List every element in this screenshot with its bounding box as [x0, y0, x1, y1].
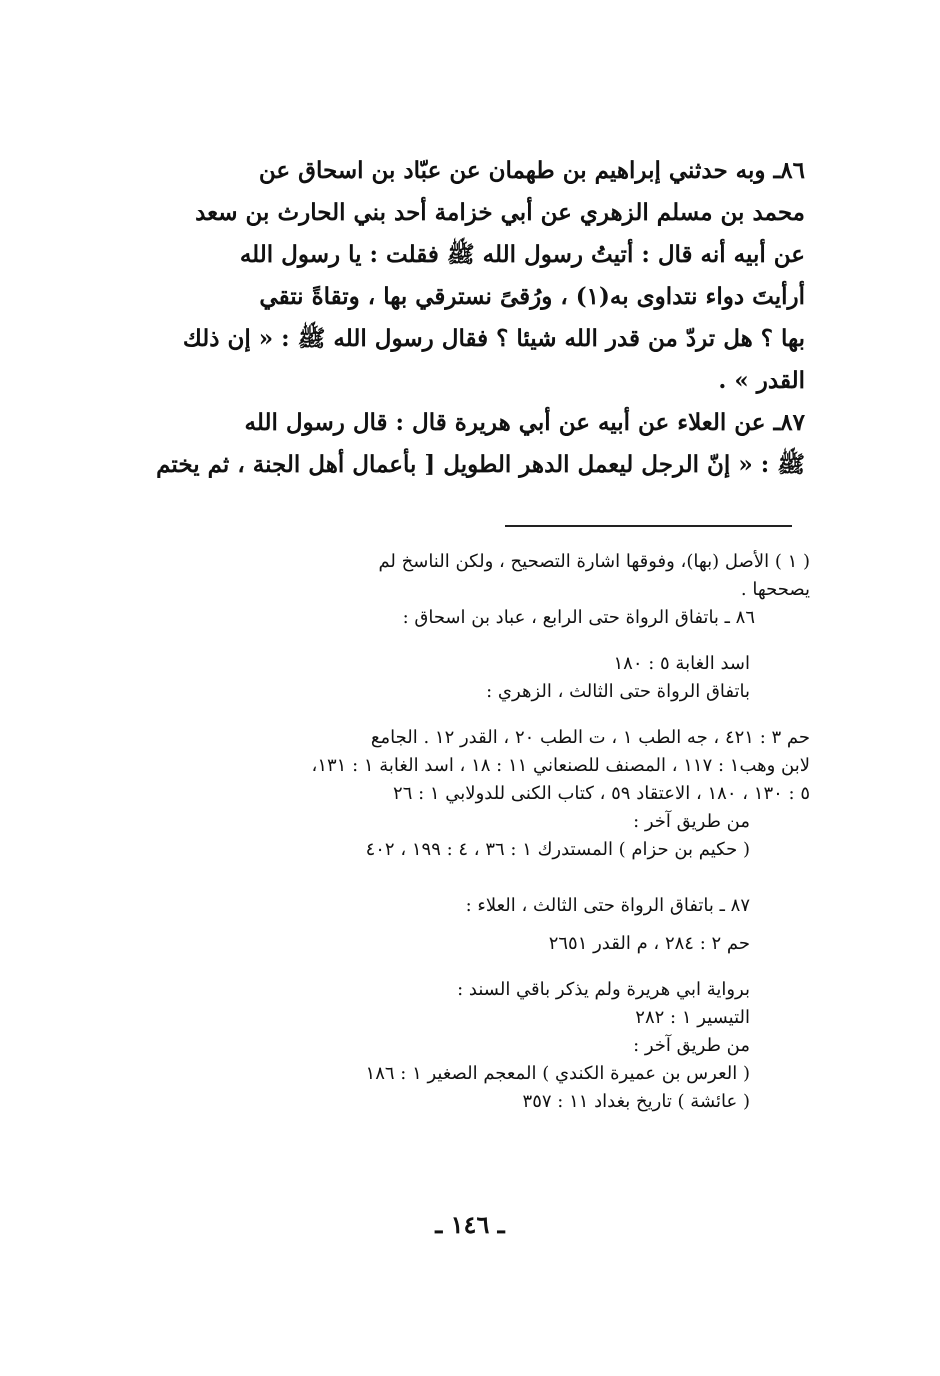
- hadith-line: عن أبيه أنه قال : أتيتُ رسول الله ﷺ فقلت : يا رسول الله: [239, 241, 805, 268]
- footnote-line: من طريق آخر :: [633, 811, 750, 832]
- footnote-line: التيسير ١ : ٢٨٢: [635, 1007, 750, 1028]
- footnote-line: برواية ابي هريرة ولم يذكر باقي السند :: [457, 979, 750, 1000]
- hadith-text-block: [155, 150, 805, 486]
- hadith-line: محمد بن مسلم الزهري عن أبي خزامة أحد بني الحارث بن سعد: [195, 199, 805, 226]
- footnote-line: اسد الغابة ٥ : ١٨٠: [613, 653, 750, 674]
- footnote-line: ( العرس بن عميرة الكندي ) المعجم الصغير ١ : ١٨٦: [365, 1063, 750, 1084]
- footnote-line: ٥ : ١٣٠ ، ١٨٠ ، الاعتقاد ٥٩ ، كتاب الكنى للدولابي ١ : ٢٦: [393, 783, 810, 804]
- footnote-line: يصححها .: [740, 579, 810, 600]
- footnote-line: حم ٣ : ٤٢١ ، جه الطب ١ ، ت الطب ٢٠ ، القدر ١٢ . الجامع: [370, 727, 810, 748]
- hadith-line: القدر » .: [718, 367, 805, 394]
- footnote-line: ( عائشة ) تاريخ بغداد ١١ : ٣٥٧: [522, 1091, 750, 1112]
- hadith-line: ٨٧ـ عن العلاء عن أبيه عن أبي هريرة قال : قال رسول الله: [244, 409, 805, 436]
- footnote-line: لابن وهب١ : ١١٧ ، المصنف للصنعاني ١١ : ١٨ ، اسد الغابة ١ : ١٣١،: [311, 755, 810, 776]
- footnote-line: باتفاق الرواة حتى الثالث ، الزهري :: [486, 681, 750, 702]
- footnote-line: ( ١ ) الأصل (بها)، وفوقها اشارة التصحيح ، ولكن الناسخ لم: [378, 551, 810, 572]
- footnote-line: ٨٧ ـ باتفاق الرواة حتى الثالث ، العلاء :: [465, 895, 750, 916]
- footnote-line: ٨٦ ـ باتفاق الرواة حتى الرابع ، عباد بن اسحاق :: [402, 607, 755, 628]
- footnote-line: من طريق آخر :: [633, 1035, 750, 1056]
- hadith-line: بها ؟ هل تردّ من قدر الله شيئا ؟ فقال رسول الله ﷺ : « إن ذلك: [182, 325, 805, 352]
- page-number: ـ ١٤٦ ـ: [435, 1210, 505, 1239]
- hadith-line: ٨٦ـ وبه حدثني إبراهيم بن طهمان عن عبّاد بن اسحاق عن: [258, 157, 805, 184]
- hadith-line: أرأيتَ دواء نتداوى به(١) ، ورُقىً نسترقي بها ، وتقاةً نتقي: [259, 283, 805, 310]
- footnote-line: حم ٢ : ٢٨٤ ، م القدر ٢٦٥١: [548, 933, 750, 954]
- footnote-line: ( حكيم بن حزام ) المستدرك ١ : ٣٦ ، ٤ : ١٩٩ ، ٤٠٢: [365, 839, 750, 860]
- footnotes-block: [155, 548, 810, 1116]
- footnote-separator: [505, 525, 792, 527]
- hadith-line: ﷺ : « إنّ الرجل ليعمل الدهر الطويل [ بأعمال أهل الجنة ، ثم يختم: [156, 451, 805, 478]
